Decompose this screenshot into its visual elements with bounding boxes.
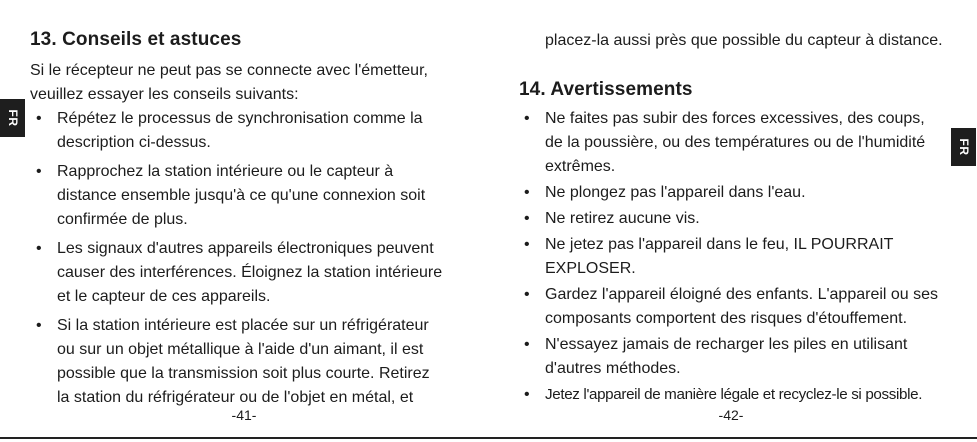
list-item-line: N'essayez jamais de recharger les piles en utilisant [545, 336, 908, 353]
list-item [524, 283, 965, 331]
list-item-line: Gardez l'appareil éloigné des enfants. L'appareil ou ses [545, 286, 939, 303]
language-tab-label: FR [956, 138, 971, 156]
bullet-symbol: • [36, 110, 42, 127]
list-item-line: et le capteur de ces appareils. [57, 288, 271, 305]
list-item-line: Ne plongez pas l'appareil dans l'eau. [545, 184, 806, 201]
right-page [489, 0, 977, 442]
list-item [524, 207, 965, 231]
list-item-line: confirmée de plus. [57, 211, 188, 228]
bullet-symbol: • [36, 240, 42, 257]
list-item [524, 233, 965, 281]
list-item-line: description ci-dessus. [57, 134, 211, 151]
language-tab-left [0, 99, 25, 137]
list-item [36, 237, 487, 309]
bullet-symbol: • [524, 236, 530, 253]
bullet-symbol: • [524, 336, 530, 353]
list-item [524, 107, 965, 179]
intro-text [30, 59, 428, 107]
left-page [0, 0, 488, 442]
bullet-symbol: • [524, 110, 530, 127]
list-item-line: d'autres méthodes. [545, 360, 681, 377]
bullet-symbol: • [36, 317, 42, 334]
list-item [36, 160, 487, 232]
list-item-line: distance ensemble jusqu'à ce qu'une connexion soit [57, 187, 426, 204]
page-number-right: -42- [718, 407, 744, 423]
bottom-rule [0, 437, 977, 439]
list-item [36, 314, 487, 410]
bullet-symbol: • [524, 386, 530, 403]
bullet-symbol: • [524, 286, 530, 303]
intro-line: veuillez essayer les conseils suivants: [30, 86, 299, 103]
list-item-line: Ne faites pas subir des forces excessives, des coups, [545, 110, 925, 127]
tips-list [36, 107, 487, 410]
list-item-line: ou sur un objet métallique à l'aide d'un aimant, il est [57, 341, 424, 358]
list-item-line: la station du réfrigérateur ou de l'objet en métal, et [57, 389, 414, 406]
list-item-line: composants comportent des risques d'étouffement. [545, 310, 908, 327]
list-item-line: possible que la transmission soit plus courte. Retirez [57, 365, 430, 382]
section-heading-warnings: 14. Avertissements [519, 79, 693, 100]
list-item-line: Jetez l'appareil de manière légale et recyclez-le si possible. [545, 386, 923, 403]
list-item-line: EXPLOSER. [545, 260, 636, 277]
list-item [524, 333, 965, 381]
language-tab-label: FR [5, 109, 20, 127]
list-item-line: Rapprochez la station intérieure ou le capteur à [57, 163, 394, 180]
list-item-line: causer des interférences. Éloignez la station intérieure [57, 264, 443, 281]
list-item-line: Ne retirez aucune vis. [545, 210, 700, 227]
bullet-symbol: • [524, 184, 530, 201]
warnings-list [524, 107, 965, 407]
list-item-line: extrêmes. [545, 158, 616, 175]
list-item-line: Répétez le processus de synchronisation comme la [57, 110, 423, 127]
list-item-line: de la poussière, ou des températures ou de l'humidité [545, 134, 926, 151]
bullet-symbol: • [36, 163, 42, 180]
continuation-text: placez-la aussi près que possible du capteur à distance. [545, 32, 943, 49]
list-item [524, 181, 965, 205]
section-heading-tips: 13. Conseils et astuces [30, 29, 242, 50]
intro-line: Si le récepteur ne peut pas se connecte avec l'émetteur, [30, 62, 428, 79]
list-item [524, 383, 965, 407]
bullet-symbol: • [524, 210, 530, 227]
list-item [36, 107, 487, 155]
list-item-line: Les signaux d'autres appareils électroniques peuvent [57, 240, 434, 257]
page-number-left: -41- [231, 407, 257, 423]
list-item-line: Ne jetez pas l'appareil dans le feu, IL POURRAIT [545, 236, 894, 253]
list-item-line: Si la station intérieure est placée sur un réfrigérateur [57, 317, 429, 334]
